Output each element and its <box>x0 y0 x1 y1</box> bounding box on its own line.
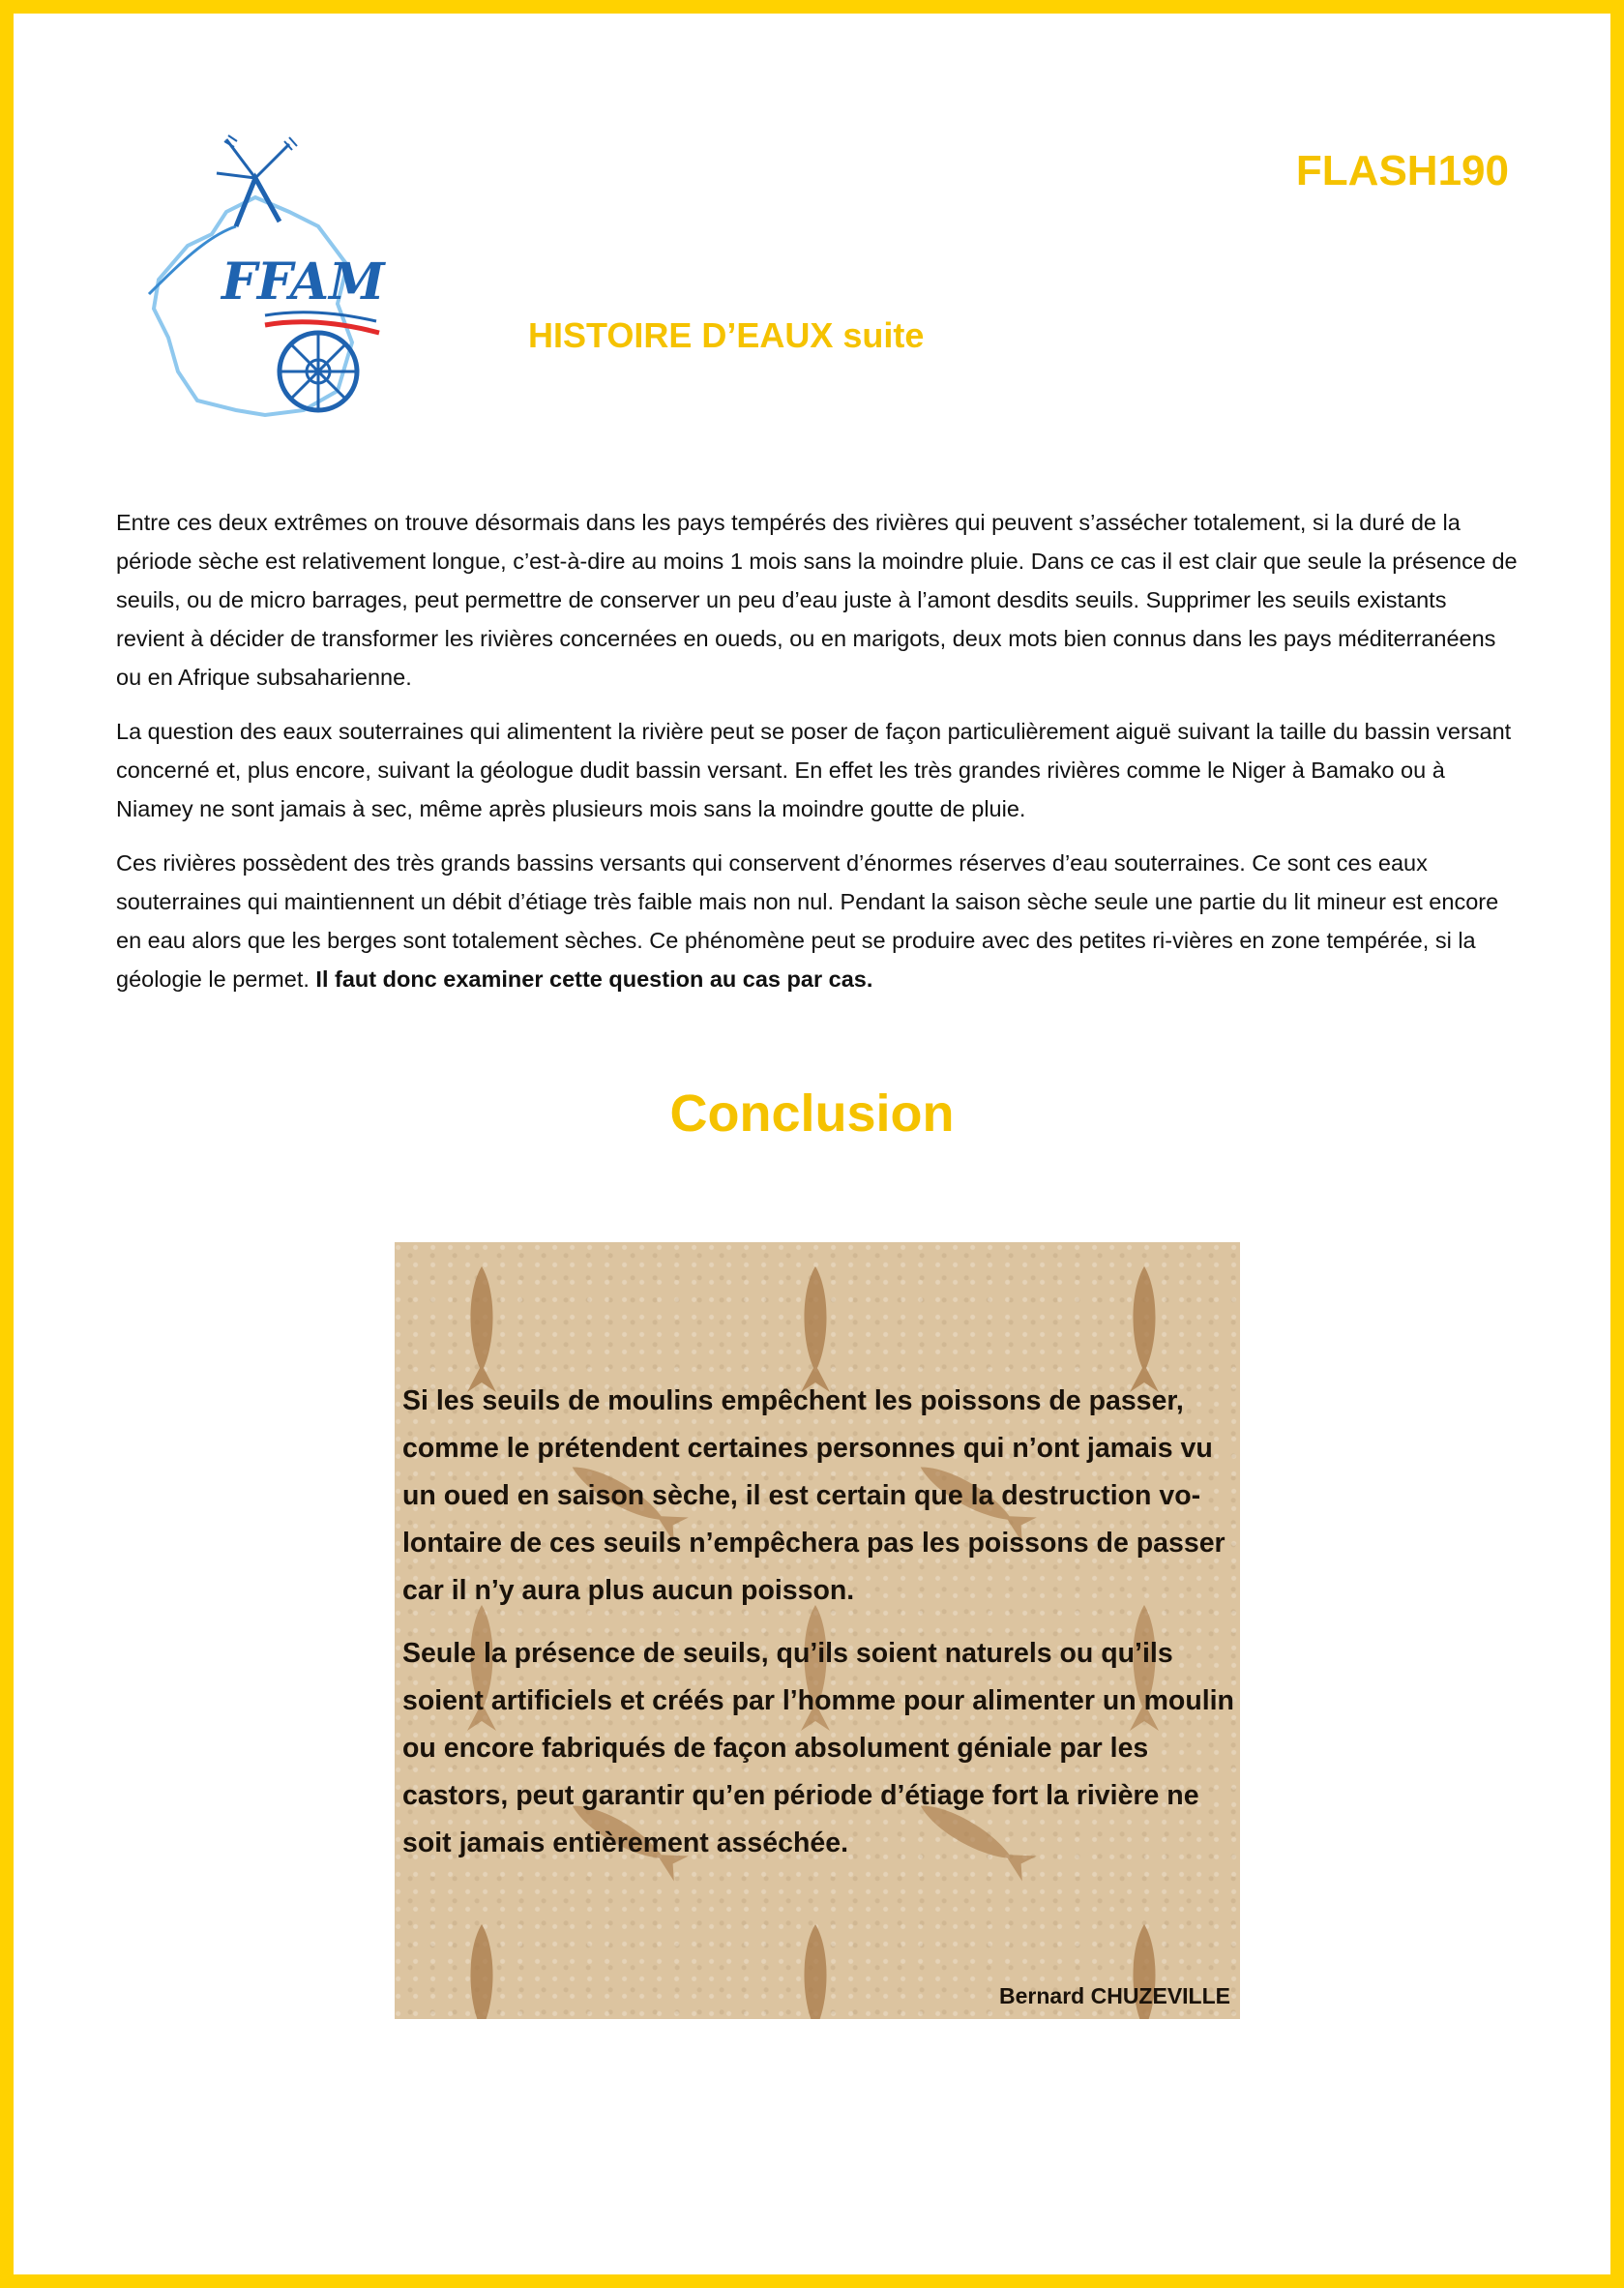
paragraph <box>116 844 1519 998</box>
quote-paragraph: Seule la présence de seuils, qu’ils soient naturels ou qu’ils soient artificiels et créés par l’homme pour alimenter un moulin ou encore fabriqués de façon absolument géniale par les castors, peut garantir qu’en période d’étiage fort la rivière ne soit jamais entièrement asséchée. <box>402 1638 1234 1858</box>
fish-fossil-icon <box>443 1919 520 2019</box>
author-signature: Bernard CHUZEVILLE <box>999 1983 1230 2008</box>
conclusion-quote-box <box>395 1242 1240 2019</box>
ffam-logo <box>120 120 391 430</box>
quote-paragraph: Si les seuils de moulins empêchent les poissons de passer, comme le prétendent certaines personnes qui n’ont jamais vu un oued en saison sèche, il est certain que la destruction vo-lontaire de ces seuils n’empêchera pas les poissons de passer car il n’y aura plus aucun poisson. <box>402 1385 1225 1606</box>
fish-fossil-icon <box>443 1262 520 1397</box>
page-title: HISTOIRE D’EAUX suite <box>528 315 925 355</box>
paragraph-text: Ces rivières possèdent des très grands bassins versants qui conservent d’énormes réserves d’eau souterraines. Ce sont ces eaux souterraines qui maintiennent un débit d’étiage très faible mais non nul. Pendant la saison sèche seule une partie du lit mineur est encore en eau alors que les berges sont totalement sèches. Ce phénomène peut se produire avec des petites ri-vières en zone tempérée, si la géologie le permet. <box>116 850 1499 992</box>
flash-code: FLASH190 <box>1295 147 1509 194</box>
paragraph: Entre ces deux extrêmes on trouve désormais dans les pays tempérés des rivières qui peuvent s’assécher totalement, si la duré de la période sèche est relativement longue, c’est-à-dire au moins 1 mois sans la moindre pluie. Dans ce cas il est clair que seule la présence de seuils, ou de micro barrages, peut permettre de conserver un peu d’eau juste à l’amont desdits seuils. Supprimer les seuils existants revient à décider de transformer les rivières concernées en oueds, ou en marigots, deux mots bien connus dans les pays méditerranéens ou en Afrique subsaharienne. <box>116 510 1518 690</box>
fish-fossil-icon <box>777 1919 854 2019</box>
conclusion-quote <box>402 1378 1234 1883</box>
logo-text: FFAM <box>221 253 385 312</box>
fish-fossil-icon <box>777 1262 854 1397</box>
conclusion-heading: Conclusion <box>669 1085 955 1143</box>
article-body <box>116 503 1519 1014</box>
fish-fossil-icon <box>1106 1262 1183 1397</box>
paragraph-emphasis: Il faut donc examiner cette question au cas par cas. <box>315 966 873 992</box>
paragraph: La question des eaux souterraines qui alimentent la rivière peut se poser de façon particulièrement aiguë suivant la taille du bassin versant concerné et, plus encore, suivant la géologue dudit bassin versant. En effet les très grandes rivières comme le Niger à Bamako ou à Niamey ne sont jamais à sec, même après plusieurs mois sans la moindre goutte de pluie. <box>116 719 1512 821</box>
